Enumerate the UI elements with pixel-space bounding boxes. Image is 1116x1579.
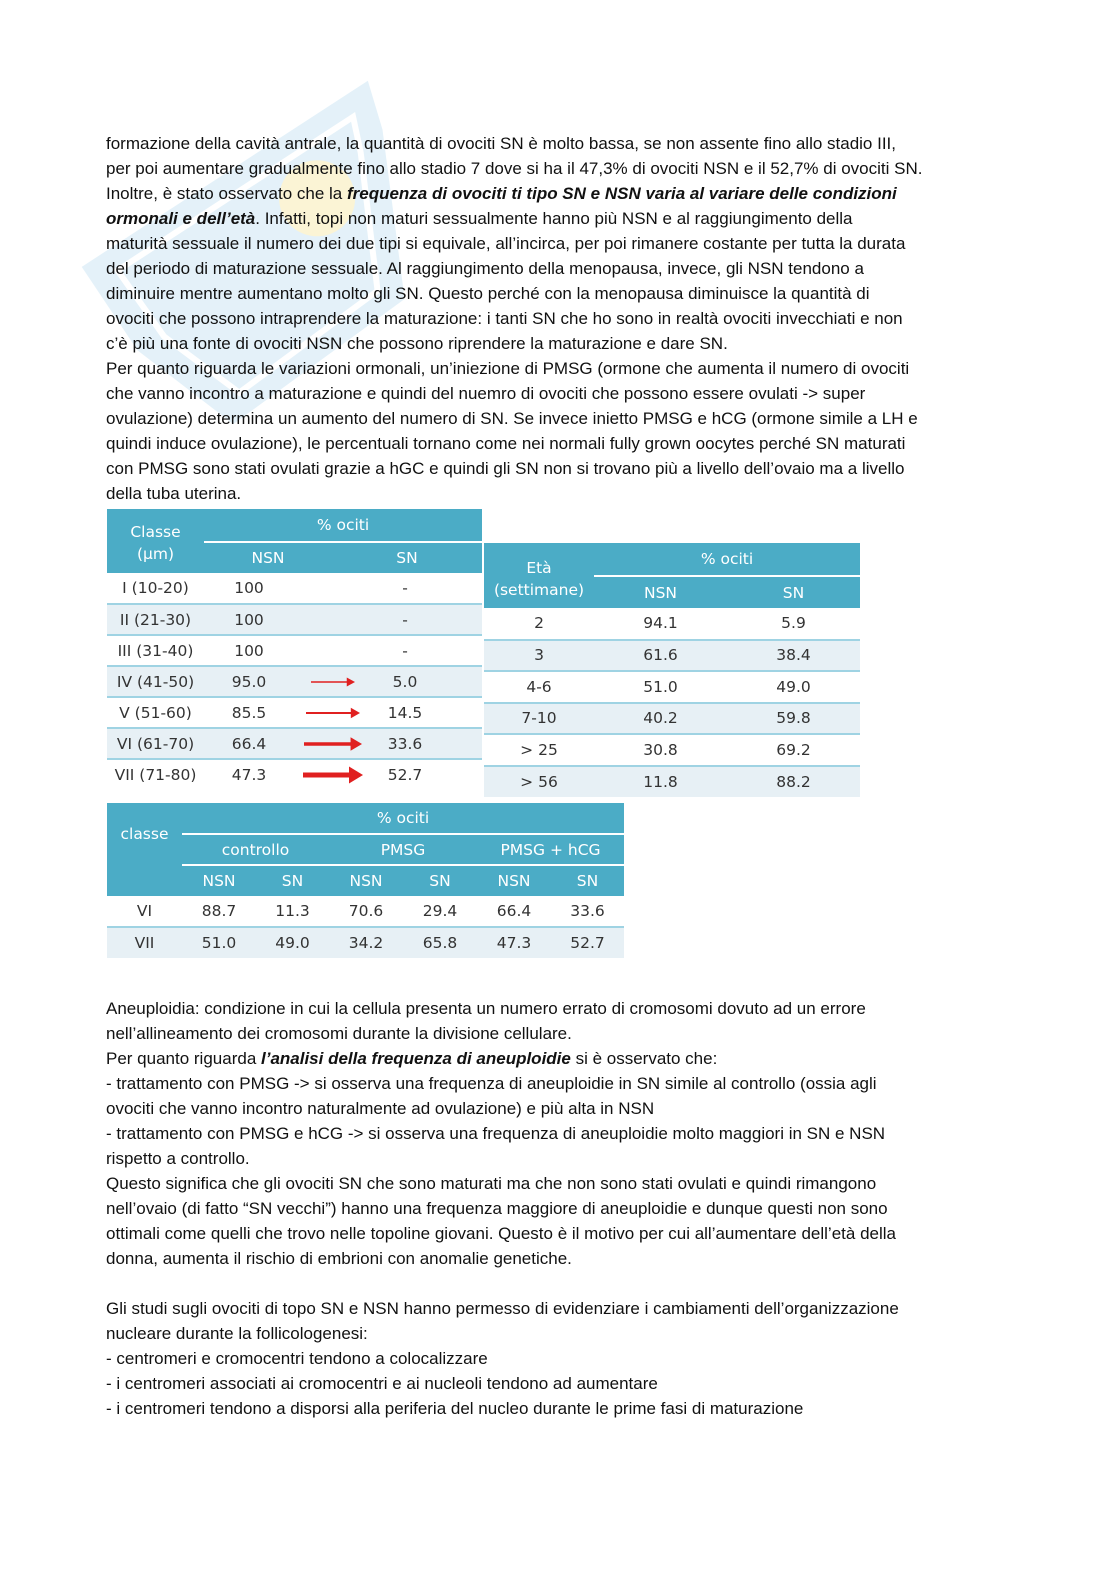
value-nsn: 85.5: [231, 703, 267, 722]
cell-class: VII: [107, 927, 182, 958]
text-line: [106, 231, 1016, 256]
text-span: donna, aumenta il rischio di embrioni con anomalie genetiche.: [106, 1249, 572, 1268]
text-line: [106, 1196, 1016, 1221]
sub-header-sn: SN: [403, 865, 477, 896]
cell-value: 47.3: [477, 927, 551, 958]
text-span: c’è più una fonte di ovociti NSN che possono riprendere la maturazione e dare SN.: [106, 334, 728, 353]
cell-nsn: [204, 604, 332, 635]
col-header-class: classe: [107, 803, 182, 896]
text-line: [106, 1221, 1016, 1246]
text-span: per poi aumentare gradualmente fino allo stadio 7 dove si ha il 47,3% di ovociti NSN e il 52,7% di ovociti SN.: [106, 159, 923, 178]
table-hormone-treatment: [107, 803, 624, 958]
cell-class: VI: [107, 896, 182, 927]
text-span: che vanno incontro a maturazione e quindi del nuemro di ovociti che possono essere ovulati -> super: [106, 384, 866, 403]
group-controllo: controllo: [182, 834, 329, 865]
text-span: nell’ovaio (di fatto “SN vecchi”) hanno una frequenza maggiore di aneuploidie e dunque questi non sono: [106, 1199, 888, 1218]
cell-sn: -: [332, 573, 482, 604]
cell-value: 34.2: [329, 927, 403, 958]
paragraph-2: [106, 996, 1016, 1271]
cell-value: 51.0: [182, 927, 256, 958]
sub-header-sn: SN: [551, 865, 624, 896]
text-span: ovociti che vanno incontro naturalmente ad ovulazione) e più alta in NSN: [106, 1099, 655, 1118]
group-header: % ociti: [204, 509, 482, 542]
table-row: [107, 666, 482, 697]
table-row: [107, 635, 482, 666]
value-nsn: 100: [234, 579, 264, 597]
cell-sn: -: [332, 604, 482, 635]
sub-header-sn: SN: [332, 542, 482, 573]
cell-nsn: [204, 635, 332, 666]
cell-age: 7-10: [484, 703, 594, 735]
text-line: [106, 406, 1016, 431]
sub-header-sn: SN: [256, 865, 329, 896]
paragraph-3: [106, 1296, 1016, 1421]
text-span: - centromeri e cromocentri tendono a colocalizzare: [106, 1349, 488, 1368]
table-row: [484, 608, 860, 640]
sub-header-sn: SN: [727, 576, 860, 608]
emphasized-text: l’analisi della frequenza di aneuploidie: [261, 1049, 571, 1068]
text-line: [106, 256, 1016, 281]
cell-age: 2: [484, 608, 594, 640]
text-span: Per quanto riguarda le variazioni ormonali, un’iniezione di PMSG (ormone che aumenta il numero di ovociti: [106, 359, 910, 378]
text-span: . Infatti, topi non maturi sessualmente hanno più NSN e al raggiungimento della: [255, 209, 853, 228]
text-line: [106, 1296, 1016, 1321]
cell-age: 3: [484, 640, 594, 672]
cell-value: 49.0: [256, 927, 329, 958]
text-line: [106, 1371, 1016, 1396]
trend-arrow-icon: [298, 702, 368, 724]
table-row: [107, 604, 482, 635]
table-row: [107, 697, 482, 728]
text-span: - i centromeri tendono a disporsi alla periferia del nucleo durante le prime fasi di maturazione: [106, 1399, 804, 1418]
cell-nsn: [204, 728, 332, 759]
text-span: diminuire mentre aumentano molto gli SN. Questo perché con la menopausa diminuisce la quantità di: [106, 284, 870, 303]
value-nsn: 66.4: [231, 734, 267, 753]
text-line: [106, 1021, 1016, 1046]
table-row: [107, 728, 482, 759]
text-span: nucleare durante la follicologenesi:: [106, 1324, 368, 1343]
text-line: [106, 1321, 1016, 1346]
cell-nsn: 61.6: [594, 640, 727, 672]
cell-sn: 5.9: [727, 608, 860, 640]
cell-nsn: [204, 697, 332, 728]
text-span: si è osservato che:: [570, 1049, 718, 1068]
cell-value: 65.8: [403, 927, 477, 958]
cell-age: > 25: [484, 734, 594, 766]
text-line: [106, 1146, 1016, 1171]
cell-class: V (51-60): [107, 697, 204, 728]
text-span: del periodo di maturazione sessuale. Al raggiungimento della menopausa, invece, gli NSN tendono a: [106, 259, 864, 278]
group-pmsg-hcg: PMSG + hCG: [477, 834, 624, 865]
text-span: maturità sessuale il numero dei due tipi si equivale, all’incirca, per poi rimanere costante per tutta la durata: [106, 234, 906, 253]
trend-arrow-icon: [298, 733, 368, 755]
sub-header-nsn: NSN: [329, 865, 403, 896]
value-nsn: 47.3: [231, 766, 267, 784]
table-row: [484, 703, 860, 735]
value-nsn: 100: [234, 610, 264, 629]
cell-nsn: 51.0: [594, 671, 727, 703]
text-span: con PMSG sono stati ovulati grazie a hGC e quindi gli SN non si trovano più a livello dell’ovaio ma a livello: [106, 459, 905, 478]
cell-nsn: [204, 666, 332, 697]
sub-header-nsn: NSN: [182, 865, 256, 896]
table-row: [484, 766, 860, 798]
cell-value: 11.3: [256, 896, 329, 927]
cell-nsn: 30.8: [594, 734, 727, 766]
text-line: [106, 1396, 1016, 1421]
cell-sn: 33.6: [332, 728, 482, 759]
text-line: [106, 156, 1016, 181]
text-line: [106, 481, 1016, 506]
text-span: nell’allineamento dei cromosomi durante la divisione cellulare.: [106, 1024, 572, 1043]
cell-sn: 88.2: [727, 766, 860, 798]
text-span: - trattamento con PMSG -> si osserva una frequenza di aneuploidie in SN simile al controllo (ossia agli: [106, 1074, 877, 1093]
table-row: [484, 734, 860, 766]
sub-header-nsn: NSN: [594, 576, 727, 608]
table-row: [107, 573, 482, 604]
cell-age: 4-6: [484, 671, 594, 703]
text-span: della tuba uterina.: [106, 484, 242, 503]
text-line: [106, 381, 1016, 406]
trend-arrow-icon: [298, 764, 368, 786]
cell-value: 52.7: [551, 927, 624, 958]
text-span: Gli studi sugli ovociti di topo SN e NSN hanno permesso di evidenziare i cambiamenti dell’organizzazione: [106, 1299, 899, 1318]
text-span: Questo significa che gli ovociti SN che sono maturati ma che non sono stati ovulati e quindi rimangono: [106, 1174, 877, 1193]
cell-value: 33.6: [551, 896, 624, 927]
text-span: - i centromeri associati ai cromocentri e ai nucleoli tendono ad aumentare: [106, 1374, 658, 1393]
text-line: [106, 306, 1016, 331]
text-line: [106, 1071, 1016, 1096]
text-line: [106, 1171, 1016, 1196]
paragraph-1: [106, 131, 1016, 506]
text-span: ovulazione) determina un aumento del numero di SN. Se invece inietto PMSG e hCG (ormone simile a LH e: [106, 409, 918, 428]
group-pmsg: PMSG: [329, 834, 477, 865]
text-span: formazione della cavità antrale, la quantità di ovociti SN è molto bassa, se non assente fino allo stadio III,: [106, 134, 897, 153]
text-span: ottimali come quelli che trovo nelle topoline giovani. Questo è il motivo per cui all’aumentare dell’età della: [106, 1224, 896, 1243]
value-nsn: 95.0: [231, 672, 267, 691]
cell-nsn: 11.8: [594, 766, 727, 798]
cell-sn: 14.5: [332, 697, 482, 728]
cell-nsn: 40.2: [594, 703, 727, 735]
cell-sn: 59.8: [727, 703, 860, 735]
text-span: Aneuploidia: condizione in cui la cellula presenta un numero errato di cromosomi dovuto ad un errore: [106, 999, 866, 1018]
cell-sn: 49.0: [727, 671, 860, 703]
text-span: rispetto a controllo.: [106, 1149, 250, 1168]
value-nsn: 100: [234, 641, 264, 660]
emphasized-text: frequenza di ovociti ti tipo SN e NSN varia al variare delle condizioni: [346, 184, 897, 203]
table-row: [484, 671, 860, 703]
text-line: [106, 1121, 1016, 1146]
cell-class: VI (61-70): [107, 728, 204, 759]
table-row: [107, 759, 482, 790]
trend-arrow-icon: [298, 671, 368, 693]
text-line: [106, 1346, 1016, 1371]
text-span: ovociti che possono intraprendere la maturazione: i tanti SN che ho sono in realtà ovociti invecchiati e non: [106, 309, 903, 328]
table-row: [107, 927, 624, 958]
table-row: [107, 896, 624, 927]
cell-value: 66.4: [477, 896, 551, 927]
cell-sn: -: [332, 635, 482, 666]
emphasized-text: ormonali e dell’età: [106, 209, 256, 228]
cell-class: I (10-20): [107, 573, 204, 604]
text-line: [106, 431, 1016, 456]
cell-sn: 52.7: [387, 766, 423, 784]
cell-value: 70.6: [329, 896, 403, 927]
text-line: [106, 181, 1016, 206]
text-line: [106, 456, 1016, 481]
cell-class: VII (71-80): [114, 766, 197, 784]
table-class-size: [107, 509, 482, 790]
cell-class: II (21-30): [107, 604, 204, 635]
sub-header-nsn: NSN: [204, 542, 332, 573]
text-span: Inoltre, è stato osservato che la: [106, 184, 347, 203]
text-line: [106, 1246, 1016, 1271]
cell-value: 29.4: [403, 896, 477, 927]
text-span: quindi induce ovulazione), le percentuali tornano come nei normali fully grown oocytes perché SN maturati: [106, 434, 906, 453]
cell-nsn: [204, 759, 332, 790]
cell-class: IV (41-50): [107, 666, 204, 697]
cell-nsn: 94.1: [594, 608, 727, 640]
text-line: [106, 1046, 1016, 1071]
text-line: [106, 356, 1016, 381]
table-age: [484, 543, 860, 797]
table-row: [484, 640, 860, 672]
group-header: % ociti: [594, 543, 860, 576]
text-line: [106, 206, 1016, 231]
text-span: - trattamento con PMSG e hCG -> si osserva una frequenza di aneuploidie molto maggiori in SN e NSN: [106, 1124, 886, 1143]
text-span: Per quanto riguarda: [106, 1049, 261, 1068]
col-header-class: Classe (µm): [107, 509, 204, 573]
cell-age: > 56: [484, 766, 594, 798]
cell-class: III (31-40): [107, 635, 204, 666]
cell-sn: 5.0: [332, 666, 482, 697]
cell-sn: 38.4: [727, 640, 860, 672]
cell-value: 88.7: [182, 896, 256, 927]
text-line: [106, 281, 1016, 306]
text-line: [106, 331, 1016, 356]
sub-header-nsn: NSN: [477, 865, 551, 896]
col-header-age: Età (settimane): [484, 543, 594, 608]
text-line: [106, 131, 1016, 156]
text-line: [106, 996, 1016, 1021]
cell-sn: 69.2: [727, 734, 860, 766]
group-header: % ociti: [182, 803, 624, 834]
cell-nsn: [204, 573, 332, 604]
text-line: [106, 1096, 1016, 1121]
